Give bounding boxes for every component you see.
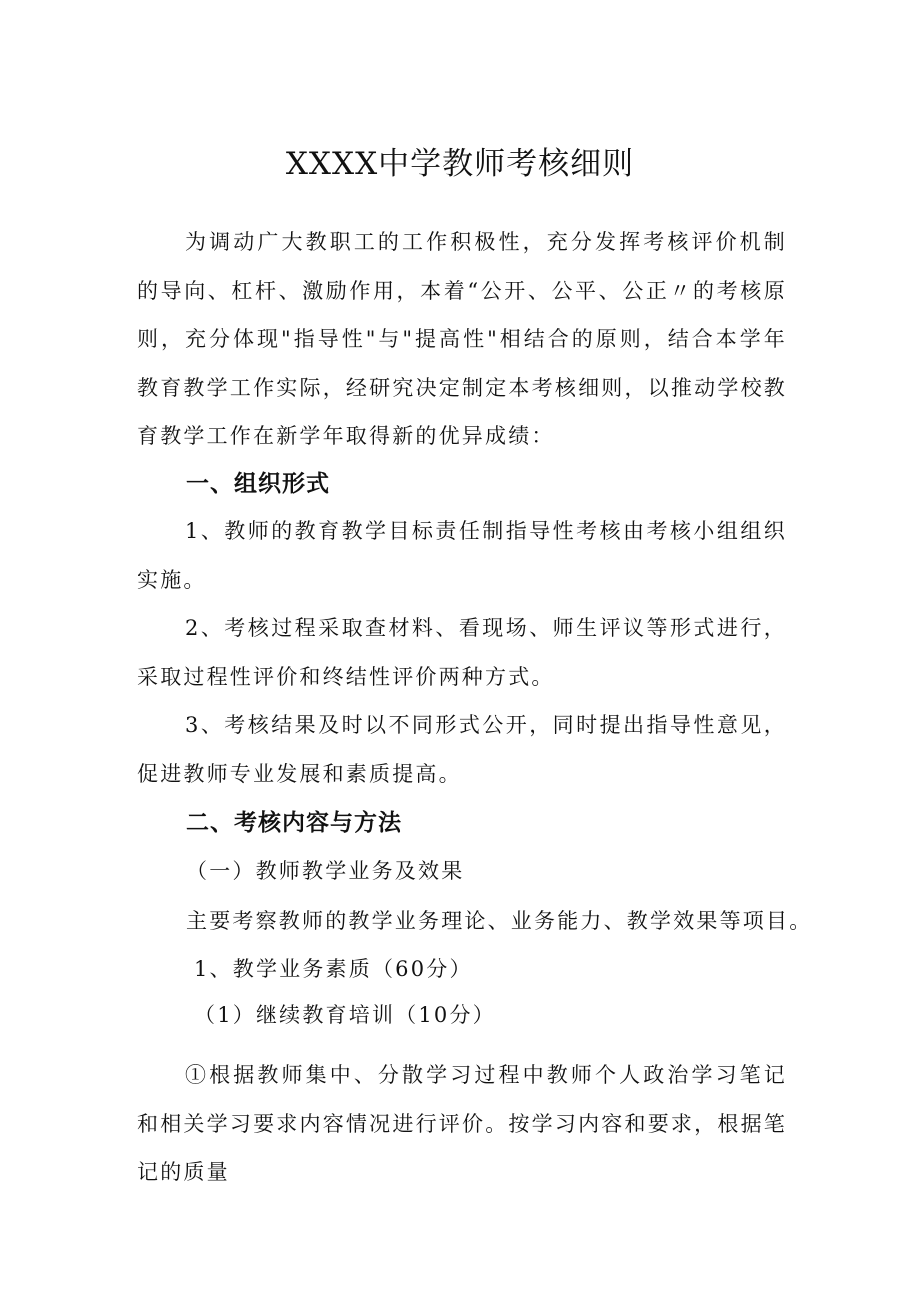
intro-paragraph: 为调动广大教职工的工作积极性，充分发挥考核评价机制的导向、杠杆、激励作用，本着“公开、公平、公正〃的考核原则，充分体现"指导性"与"提高性"相结合的原则，结合本学年教育教学工作实际，经研究决定制定本考核细则，以推动学校教育教学工作在新学年取得新的优异成绩： [137,230,787,448]
item-continuing-education: （1）继续教育培训（10分） [194,1003,496,1027]
item-teaching-quality: 1、教学业务素质（60分） [194,957,473,981]
section1-heading: 一、组织形式 [186,471,330,497]
section2-subheading-1: （一）教师教学业务及效果 [186,859,465,883]
section1-item-1: 1、教师的教育教学目标责任制指导性考核由考核小组组织实施。 [137,519,787,592]
section2-sub1-description: 主要考察教师的教学业务理论、业务能力、教学效果等项目。 [186,909,813,933]
section1-item-3: 3、考核结果及时以不同形式公开，同时提出指导性意见，促进教师专业发展和素质提高。 [137,713,787,786]
section2-heading: 二、考核内容与方法 [186,810,402,836]
document-title: XXXX中学教师考核细则 [285,146,635,182]
section1-item-2: 2、考核过程采取查材料、看现场、师生评议等形式进行，采取过程性评价和终结性评价两种方式。 [137,616,787,689]
continuing-education-paragraph: ①根据教师集中、分散学习过程中教师个人政治学习笔记和相关学习要求内容情况进行评价。按学习内容和要求，根据笔记的质量 [137,1063,787,1184]
